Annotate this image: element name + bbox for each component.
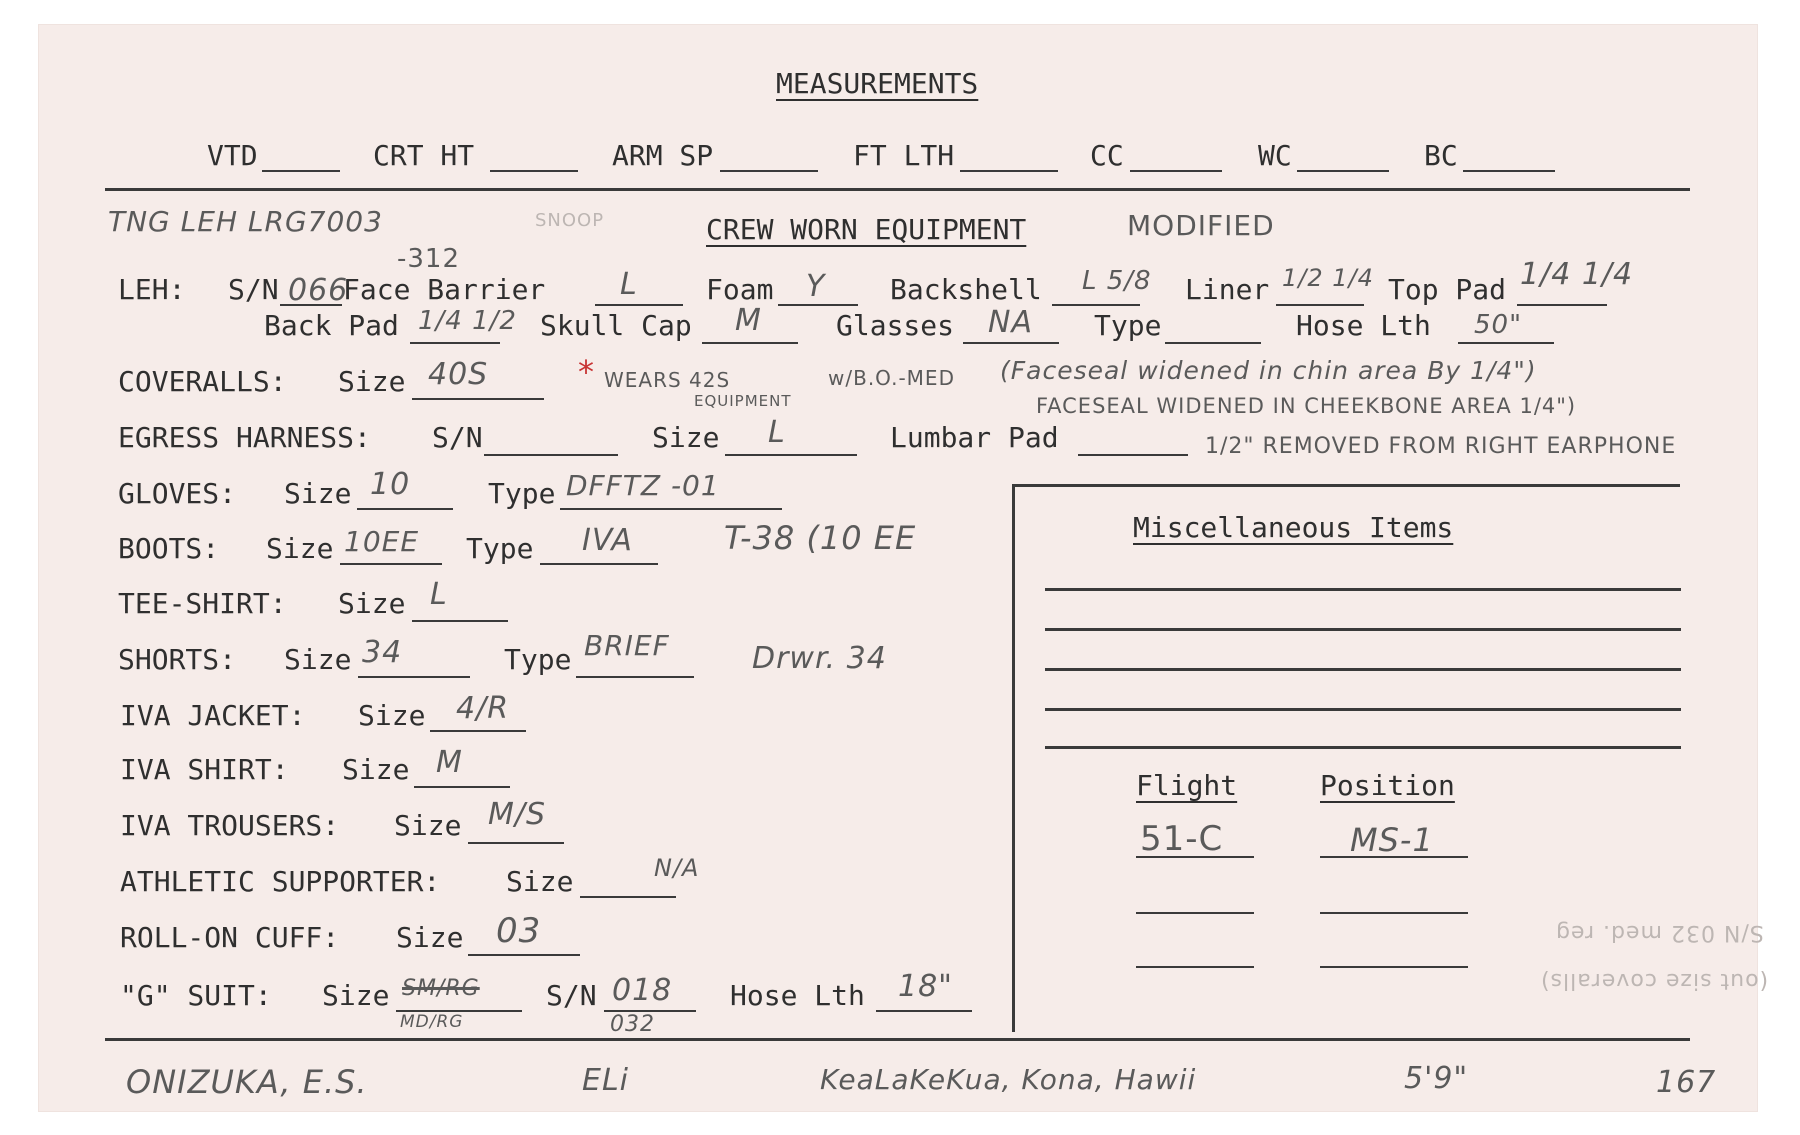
lumbar-label: Lumbar Pad bbox=[890, 421, 1059, 454]
gloves-size-label: Size bbox=[284, 477, 352, 510]
hometown: KeaLaKeKua, Kona, Hawii bbox=[820, 1063, 1197, 1096]
back-pad-label: Back Pad bbox=[264, 309, 399, 342]
tee-shirt-size-field[interactable] bbox=[412, 620, 508, 622]
handwritten-note: MODIFIED bbox=[1127, 209, 1275, 242]
flight-label: Flight bbox=[1136, 769, 1238, 802]
g-suit-sn-value-2: 032 bbox=[610, 1012, 655, 1037]
g-suit-sn-label: S/N bbox=[546, 979, 597, 1012]
boots-type-field[interactable] bbox=[540, 563, 658, 565]
foam-value: Y bbox=[806, 269, 826, 304]
boots-label: BOOTS: bbox=[118, 532, 220, 565]
g-suit-hose-label: Hose Lth bbox=[730, 979, 865, 1012]
gloves-size-field[interactable] bbox=[357, 508, 453, 510]
arm-sp-field[interactable] bbox=[720, 170, 818, 172]
wc-label: WC bbox=[1258, 139, 1292, 172]
skull-cap-label: Skull Cap bbox=[540, 309, 692, 342]
nickname: ELi bbox=[582, 1063, 630, 1098]
weight: 167 bbox=[1656, 1065, 1717, 1100]
position-field[interactable] bbox=[1320, 912, 1468, 914]
skull-cap-value: M bbox=[735, 303, 762, 338]
athletic-size-value: N/A bbox=[654, 854, 700, 882]
bc-label: BC bbox=[1424, 139, 1458, 172]
top-pad-field[interactable] bbox=[1517, 304, 1607, 306]
bc-field[interactable] bbox=[1463, 170, 1555, 172]
back-pad-value: 1/4 1/2 bbox=[418, 306, 517, 336]
liner-label: Liner bbox=[1185, 273, 1270, 306]
iva-shirt-size-field[interactable] bbox=[414, 786, 510, 788]
backshell-field[interactable] bbox=[1052, 304, 1140, 306]
misc-line[interactable] bbox=[1045, 628, 1681, 631]
g-suit-hose-field[interactable] bbox=[876, 1010, 972, 1012]
shorts-type-label: Type bbox=[504, 643, 572, 676]
faceseal-note: (Faceseal widened in chin area By 1/4") bbox=[1000, 356, 1537, 385]
flight-field[interactable] bbox=[1136, 966, 1254, 968]
gloves-type-label: Type bbox=[488, 477, 556, 510]
position-value: MS-1 bbox=[1350, 821, 1434, 859]
star-mark: * bbox=[578, 353, 595, 391]
g-suit-sn-value: 018 bbox=[612, 973, 673, 1008]
vtd-label: VTD bbox=[207, 139, 258, 172]
ft-lth-field[interactable] bbox=[960, 170, 1058, 172]
handwritten-note: SNOOP bbox=[535, 210, 605, 231]
position-label: Position bbox=[1320, 769, 1455, 802]
egress-sn-field[interactable] bbox=[484, 454, 618, 456]
backshell-label: Backshell bbox=[890, 273, 1042, 306]
boots-type-value: IVA bbox=[582, 523, 633, 558]
crt-ht-label: CRT HT bbox=[373, 139, 475, 172]
faceseal-note: FACESEAL WIDENED IN CHEEKBONE AREA 1/4") bbox=[1036, 394, 1577, 418]
boots-type-label: Type bbox=[466, 532, 534, 565]
iva-trousers-label: IVA TROUSERS: bbox=[120, 809, 340, 842]
lumbar-field[interactable] bbox=[1078, 454, 1188, 456]
top-pad-label: Top Pad bbox=[1388, 273, 1507, 306]
egress-sn-label: S/N bbox=[432, 421, 483, 454]
liner-field[interactable] bbox=[1276, 304, 1364, 306]
misc-box-border bbox=[1012, 484, 1680, 487]
wc-field[interactable] bbox=[1297, 170, 1389, 172]
divider bbox=[105, 188, 1690, 191]
iva-shirt-size-value: M bbox=[436, 745, 463, 780]
roll-on-size-field[interactable] bbox=[468, 954, 580, 956]
backshell-value: L 5/8 bbox=[1082, 266, 1152, 296]
liner-value: 1/2 1/4 bbox=[1282, 264, 1374, 292]
bleed-through-note: S/N 032 med. reg bbox=[1555, 920, 1764, 945]
tee-shirt-size-label: Size bbox=[338, 587, 406, 620]
misc-box-border bbox=[1012, 484, 1015, 1032]
glasses-label: Glasses bbox=[836, 309, 955, 342]
astronaut-name: ONIZUKA, E.S. bbox=[126, 1063, 368, 1101]
shorts-size-label: Size bbox=[284, 643, 352, 676]
page-title: MEASUREMENTS bbox=[776, 67, 979, 100]
egress-label: EGRESS HARNESS: bbox=[118, 421, 371, 454]
shorts-extra: Drwr. 34 bbox=[752, 641, 887, 676]
crt-ht-field[interactable] bbox=[490, 170, 578, 172]
arm-sp-label: ARM SP bbox=[612, 139, 714, 172]
cc-field[interactable] bbox=[1130, 170, 1222, 172]
coveralls-size-value: 40S bbox=[428, 357, 489, 392]
athletic-size-field[interactable] bbox=[580, 896, 676, 898]
egress-size-field[interactable] bbox=[725, 454, 857, 456]
g-suit-size-value-2: MD/RG bbox=[400, 1012, 464, 1032]
egress-size-value: L bbox=[768, 415, 786, 450]
iva-jacket-label: IVA JACKET: bbox=[120, 699, 306, 732]
handwritten-note: -312 bbox=[397, 244, 461, 274]
g-suit-size-label: Size bbox=[322, 979, 390, 1012]
iva-jacket-size-label: Size bbox=[358, 699, 426, 732]
coveralls-note: WEARS 42S bbox=[604, 368, 731, 392]
shorts-size-value: 34 bbox=[362, 635, 403, 670]
type-field[interactable] bbox=[1165, 342, 1261, 344]
gloves-type-value: DFFTZ -01 bbox=[566, 469, 720, 502]
athletic-size-label: Size bbox=[506, 865, 574, 898]
tee-shirt-label: TEE-SHIRT: bbox=[118, 587, 287, 620]
top-pad-value: 1/4 1/4 bbox=[1520, 257, 1634, 292]
foam-label: Foam bbox=[706, 273, 774, 306]
handwritten-note: TNG LEH LRG7003 bbox=[108, 205, 383, 238]
egress-size-label: Size bbox=[652, 421, 720, 454]
hose-field[interactable] bbox=[1458, 342, 1554, 344]
face-barrier-field[interactable] bbox=[595, 304, 683, 306]
section-title: CREW WORN EQUIPMENT bbox=[706, 213, 1027, 246]
iva-shirt-label: IVA SHIRT: bbox=[120, 753, 289, 786]
iva-trousers-size-field[interactable] bbox=[468, 842, 564, 844]
glasses-field[interactable] bbox=[963, 342, 1059, 344]
roll-on-size-label: Size bbox=[396, 921, 464, 954]
egress-note: 1/2" REMOVED FROM RIGHT EARPHONE bbox=[1205, 434, 1677, 459]
iva-jacket-size-field[interactable] bbox=[430, 730, 526, 732]
glasses-value: NA bbox=[988, 305, 1033, 340]
foam-field[interactable] bbox=[778, 304, 858, 306]
hose-label: Hose Lth bbox=[1296, 309, 1431, 342]
shorts-type-field[interactable] bbox=[576, 676, 694, 678]
coveralls-note: w/B.O.-MED bbox=[828, 366, 955, 390]
misc-line[interactable] bbox=[1045, 668, 1681, 671]
leh-label: LEH: bbox=[118, 273, 186, 306]
flight-field[interactable] bbox=[1136, 912, 1254, 914]
coveralls-size-field[interactable] bbox=[412, 398, 544, 400]
misc-title: Miscellaneous Items bbox=[1133, 511, 1454, 544]
gloves-type-field[interactable] bbox=[560, 508, 782, 510]
position-field[interactable] bbox=[1320, 966, 1468, 968]
iva-jacket-size-value: 4/R bbox=[456, 691, 510, 726]
leh-sn-value: 066 bbox=[288, 273, 349, 308]
coveralls-note: EQUIPMENT bbox=[694, 392, 792, 410]
flight-value: 51-C bbox=[1140, 819, 1224, 859]
misc-line[interactable] bbox=[1045, 746, 1681, 749]
roll-on-label: ROLL-ON CUFF: bbox=[120, 921, 340, 954]
type-label: Type bbox=[1094, 309, 1162, 342]
face-barrier-label: Face Barrier bbox=[343, 273, 546, 306]
boots-extra: T-38 (10 EE bbox=[724, 519, 917, 557]
iva-shirt-size-label: Size bbox=[342, 753, 410, 786]
misc-line[interactable] bbox=[1045, 588, 1681, 591]
gloves-label: GLOVES: bbox=[118, 477, 237, 510]
tee-shirt-size-value: L bbox=[430, 577, 448, 612]
roll-on-size-value: 03 bbox=[496, 911, 542, 951]
vtd-field[interactable] bbox=[262, 170, 340, 172]
g-suit-label: "G" SUIT: bbox=[120, 979, 272, 1012]
divider bbox=[105, 1038, 1690, 1041]
gloves-size-value: 10 bbox=[370, 467, 411, 502]
athletic-label: ATHLETIC SUPPORTER: bbox=[120, 865, 441, 898]
boots-size-label: Size bbox=[266, 532, 334, 565]
boots-size-field[interactable] bbox=[340, 563, 442, 565]
coveralls-size-label: Size bbox=[338, 365, 406, 398]
skull-cap-field[interactable] bbox=[702, 342, 798, 344]
iva-trousers-size-value: M/S bbox=[488, 797, 547, 832]
boots-size-value: 10EE bbox=[344, 525, 420, 558]
ft-lth-label: FT LTH bbox=[853, 139, 955, 172]
iva-trousers-size-label: Size bbox=[394, 809, 462, 842]
coveralls-label: COVERALLS: bbox=[118, 365, 287, 398]
g-suit-hose-value: 18" bbox=[898, 969, 953, 1004]
shorts-label: SHORTS: bbox=[118, 643, 237, 676]
height: 5'9" bbox=[1404, 1061, 1469, 1096]
shorts-type-value: BRIEF bbox=[584, 629, 670, 662]
shorts-size-field[interactable] bbox=[358, 676, 470, 678]
back-pad-field[interactable] bbox=[410, 342, 500, 344]
leh-sn-label: S/N bbox=[228, 273, 279, 306]
g-suit-size-value: SM/RG bbox=[402, 976, 480, 1001]
face-barrier-value: L bbox=[620, 267, 638, 302]
bleed-through-note: (out size coveralls) bbox=[1540, 968, 1769, 993]
misc-line[interactable] bbox=[1045, 708, 1681, 711]
cc-label: CC bbox=[1090, 139, 1124, 172]
hose-value: 50" bbox=[1474, 310, 1523, 340]
